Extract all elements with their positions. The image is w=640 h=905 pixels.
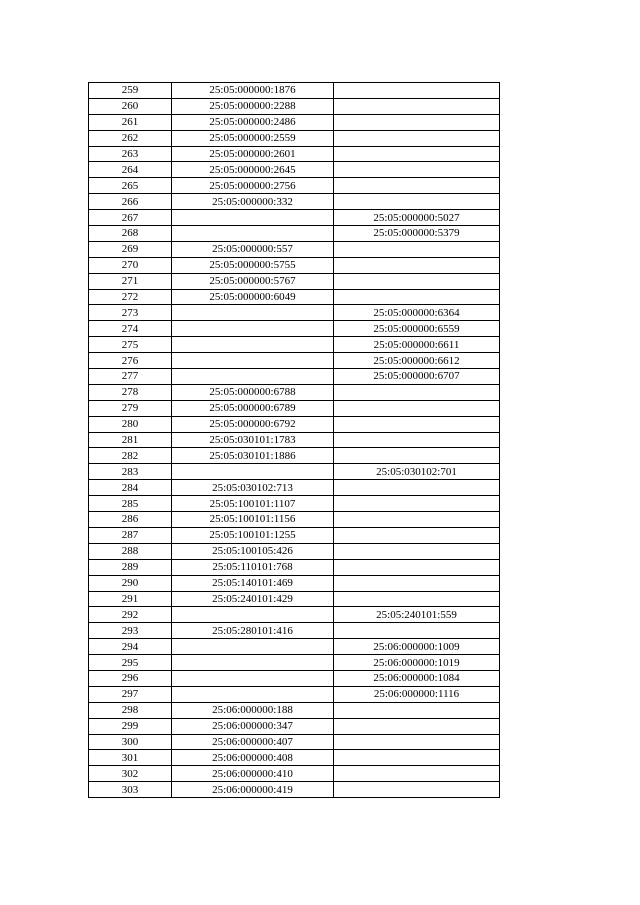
row-number-cell: 269 bbox=[89, 241, 172, 257]
cadastral-number-alt-cell bbox=[334, 416, 500, 432]
cadastral-number-alt-cell bbox=[334, 623, 500, 639]
cadastral-number-cell: 25:05:000000:5755 bbox=[172, 257, 334, 273]
row-number-cell: 302 bbox=[89, 766, 172, 782]
row-number-cell: 291 bbox=[89, 591, 172, 607]
table-row bbox=[89, 146, 500, 162]
cadastral-number-alt-cell bbox=[334, 512, 500, 528]
cadastral-number-alt-cell bbox=[334, 162, 500, 178]
table-row bbox=[89, 114, 500, 130]
row-number-cell: 293 bbox=[89, 623, 172, 639]
cadastral-number-alt-cell: 25:05:240101:559 bbox=[334, 607, 500, 623]
row-number-cell: 286 bbox=[89, 512, 172, 528]
cadastral-number-alt-cell bbox=[334, 448, 500, 464]
row-number-cell: 280 bbox=[89, 416, 172, 432]
cadastral-number-cell bbox=[172, 670, 334, 686]
table-row bbox=[89, 782, 500, 798]
table-row bbox=[89, 607, 500, 623]
cadastral-number-cell: 25:05:030101:1886 bbox=[172, 448, 334, 464]
cadastral-number-alt-cell bbox=[334, 257, 500, 273]
row-number-cell: 294 bbox=[89, 639, 172, 655]
row-number-cell: 260 bbox=[89, 98, 172, 114]
table-row bbox=[89, 273, 500, 289]
cadastral-number-cell bbox=[172, 321, 334, 337]
row-number-cell: 288 bbox=[89, 543, 172, 559]
table-row bbox=[89, 226, 500, 242]
row-number-cell: 270 bbox=[89, 257, 172, 273]
row-number-cell: 282 bbox=[89, 448, 172, 464]
table-row bbox=[89, 543, 500, 559]
cadastral-number-alt-cell: 25:05:030102:701 bbox=[334, 464, 500, 480]
row-number-cell: 264 bbox=[89, 162, 172, 178]
row-number-cell: 283 bbox=[89, 464, 172, 480]
cadastral-number-alt-cell: 25:06:000000:1116 bbox=[334, 686, 500, 702]
cadastral-number-alt-cell bbox=[334, 273, 500, 289]
row-number-cell: 285 bbox=[89, 496, 172, 512]
table-row bbox=[89, 241, 500, 257]
row-number-cell: 284 bbox=[89, 480, 172, 496]
table-row bbox=[89, 575, 500, 591]
table-row bbox=[89, 289, 500, 305]
table-row bbox=[89, 416, 500, 432]
cadastral-number-alt-cell bbox=[334, 527, 500, 543]
cadastral-number-cell: 25:06:000000:408 bbox=[172, 750, 334, 766]
cadastral-number-cell: 25:05:030102:713 bbox=[172, 480, 334, 496]
table-row bbox=[89, 384, 500, 400]
cadastral-number-cell: 25:05:000000:2559 bbox=[172, 130, 334, 146]
table-row bbox=[89, 448, 500, 464]
cadastral-number-cell: 25:05:000000:6049 bbox=[172, 289, 334, 305]
table-row bbox=[89, 194, 500, 210]
cadastral-number-cell bbox=[172, 655, 334, 671]
row-number-cell: 292 bbox=[89, 607, 172, 623]
table-row bbox=[89, 464, 500, 480]
row-number-cell: 263 bbox=[89, 146, 172, 162]
cadastral-table bbox=[88, 82, 500, 798]
cadastral-number-cell: 25:05:030101:1783 bbox=[172, 432, 334, 448]
cadastral-number-alt-cell: 25:05:000000:5027 bbox=[334, 210, 500, 226]
table-row bbox=[89, 305, 500, 321]
cadastral-number-alt-cell: 25:05:000000:6612 bbox=[334, 353, 500, 369]
row-number-cell: 265 bbox=[89, 178, 172, 194]
cadastral-number-alt-cell bbox=[334, 575, 500, 591]
cadastral-number-alt-cell: 25:05:000000:6364 bbox=[334, 305, 500, 321]
cadastral-number-cell: 25:05:000000:2645 bbox=[172, 162, 334, 178]
cadastral-number-cell bbox=[172, 305, 334, 321]
cadastral-number-alt-cell: 25:05:000000:6611 bbox=[334, 337, 500, 353]
row-number-cell: 295 bbox=[89, 655, 172, 671]
row-number-cell: 289 bbox=[89, 559, 172, 575]
cadastral-number-cell: 25:05:000000:2486 bbox=[172, 114, 334, 130]
table-row bbox=[89, 718, 500, 734]
row-number-cell: 281 bbox=[89, 432, 172, 448]
row-number-cell: 297 bbox=[89, 686, 172, 702]
table-row bbox=[89, 432, 500, 448]
row-number-cell: 299 bbox=[89, 718, 172, 734]
cadastral-number-alt-cell: 25:06:000000:1009 bbox=[334, 639, 500, 655]
table-row bbox=[89, 257, 500, 273]
cadastral-number-cell: 25:05:000000:5767 bbox=[172, 273, 334, 289]
row-number-cell: 267 bbox=[89, 210, 172, 226]
table-row bbox=[89, 686, 500, 702]
cadastral-number-cell: 25:05:280101:416 bbox=[172, 623, 334, 639]
cadastral-number-alt-cell bbox=[334, 543, 500, 559]
row-number-cell: 298 bbox=[89, 702, 172, 718]
cadastral-number-cell: 25:05:100101:1156 bbox=[172, 512, 334, 528]
table-row bbox=[89, 337, 500, 353]
table-row bbox=[89, 178, 500, 194]
table-row bbox=[89, 369, 500, 385]
cadastral-number-alt-cell bbox=[334, 114, 500, 130]
cadastral-number-alt-cell bbox=[334, 400, 500, 416]
cadastral-number-cell bbox=[172, 226, 334, 242]
cadastral-number-cell bbox=[172, 353, 334, 369]
cadastral-number-cell: 25:06:000000:188 bbox=[172, 702, 334, 718]
cadastral-number-cell: 25:06:000000:410 bbox=[172, 766, 334, 782]
cadastral-number-cell: 25:05:000000:557 bbox=[172, 241, 334, 257]
cadastral-number-alt-cell bbox=[334, 496, 500, 512]
table-row bbox=[89, 670, 500, 686]
cadastral-number-cell: 25:05:100101:1255 bbox=[172, 527, 334, 543]
row-number-cell: 262 bbox=[89, 130, 172, 146]
cadastral-number-cell: 25:05:100105:426 bbox=[172, 543, 334, 559]
table-row bbox=[89, 623, 500, 639]
cadastral-number-alt-cell bbox=[334, 83, 500, 99]
cadastral-number-alt-cell bbox=[334, 146, 500, 162]
table-row bbox=[89, 83, 500, 99]
row-number-cell: 296 bbox=[89, 670, 172, 686]
cadastral-number-cell: 25:05:000000:1876 bbox=[172, 83, 334, 99]
cadastral-number-cell bbox=[172, 210, 334, 226]
cadastral-number-cell bbox=[172, 369, 334, 385]
cadastral-number-alt-cell bbox=[334, 289, 500, 305]
cadastral-number-cell: 25:05:240101:429 bbox=[172, 591, 334, 607]
cadastral-number-cell: 25:05:140101:469 bbox=[172, 575, 334, 591]
row-number-cell: 300 bbox=[89, 734, 172, 750]
cadastral-number-alt-cell bbox=[334, 591, 500, 607]
table-row bbox=[89, 496, 500, 512]
row-number-cell: 274 bbox=[89, 321, 172, 337]
table-row bbox=[89, 210, 500, 226]
cadastral-number-cell: 25:05:000000:2601 bbox=[172, 146, 334, 162]
row-number-cell: 276 bbox=[89, 353, 172, 369]
cadastral-number-alt-cell bbox=[334, 241, 500, 257]
row-number-cell: 266 bbox=[89, 194, 172, 210]
cadastral-number-cell bbox=[172, 464, 334, 480]
row-number-cell: 279 bbox=[89, 400, 172, 416]
cadastral-number-cell: 25:05:000000:332 bbox=[172, 194, 334, 210]
cadastral-number-alt-cell bbox=[334, 766, 500, 782]
row-number-cell: 290 bbox=[89, 575, 172, 591]
cadastral-number-cell: 25:06:000000:407 bbox=[172, 734, 334, 750]
table-row bbox=[89, 98, 500, 114]
table-row bbox=[89, 591, 500, 607]
table-row bbox=[89, 655, 500, 671]
table-body bbox=[89, 83, 500, 798]
table-row bbox=[89, 130, 500, 146]
cadastral-number-alt-cell: 25:06:000000:1084 bbox=[334, 670, 500, 686]
table-row bbox=[89, 734, 500, 750]
table-row bbox=[89, 162, 500, 178]
row-number-cell: 275 bbox=[89, 337, 172, 353]
row-number-cell: 268 bbox=[89, 226, 172, 242]
cadastral-number-alt-cell: 25:06:000000:1019 bbox=[334, 655, 500, 671]
cadastral-number-cell: 25:05:000000:6792 bbox=[172, 416, 334, 432]
table-row bbox=[89, 512, 500, 528]
row-number-cell: 278 bbox=[89, 384, 172, 400]
row-number-cell: 277 bbox=[89, 369, 172, 385]
cadastral-number-cell: 25:05:000000:2288 bbox=[172, 98, 334, 114]
cadastral-number-alt-cell: 25:05:000000:6559 bbox=[334, 321, 500, 337]
row-number-cell: 303 bbox=[89, 782, 172, 798]
cadastral-number-alt-cell: 25:05:000000:5379 bbox=[334, 226, 500, 242]
cadastral-number-cell bbox=[172, 686, 334, 702]
cadastral-number-alt-cell bbox=[334, 432, 500, 448]
cadastral-number-cell: 25:05:000000:6789 bbox=[172, 400, 334, 416]
cadastral-number-cell: 25:05:000000:6788 bbox=[172, 384, 334, 400]
table-row bbox=[89, 702, 500, 718]
cadastral-number-alt-cell bbox=[334, 702, 500, 718]
cadastral-number-cell bbox=[172, 639, 334, 655]
cadastral-number-cell: 25:05:000000:2756 bbox=[172, 178, 334, 194]
table-row bbox=[89, 639, 500, 655]
cadastral-number-alt-cell bbox=[334, 718, 500, 734]
cadastral-number-cell: 25:06:000000:347 bbox=[172, 718, 334, 734]
cadastral-number-alt-cell bbox=[334, 750, 500, 766]
cadastral-number-cell bbox=[172, 607, 334, 623]
cadastral-number-cell: 25:06:000000:419 bbox=[172, 782, 334, 798]
cadastral-number-alt-cell bbox=[334, 194, 500, 210]
cadastral-number-alt-cell bbox=[334, 734, 500, 750]
table-row bbox=[89, 480, 500, 496]
table-row bbox=[89, 353, 500, 369]
table-row bbox=[89, 527, 500, 543]
table-row bbox=[89, 559, 500, 575]
row-number-cell: 287 bbox=[89, 527, 172, 543]
row-number-cell: 273 bbox=[89, 305, 172, 321]
cadastral-number-alt-cell bbox=[334, 782, 500, 798]
row-number-cell: 271 bbox=[89, 273, 172, 289]
row-number-cell: 261 bbox=[89, 114, 172, 130]
cadastral-number-alt-cell: 25:05:000000:6707 bbox=[334, 369, 500, 385]
cadastral-number-alt-cell bbox=[334, 98, 500, 114]
cadastral-number-alt-cell bbox=[334, 130, 500, 146]
cadastral-number-cell: 25:05:110101:768 bbox=[172, 559, 334, 575]
cadastral-number-alt-cell bbox=[334, 384, 500, 400]
cadastral-number-alt-cell bbox=[334, 559, 500, 575]
cadastral-number-alt-cell bbox=[334, 178, 500, 194]
table-row bbox=[89, 400, 500, 416]
row-number-cell: 259 bbox=[89, 83, 172, 99]
row-number-cell: 301 bbox=[89, 750, 172, 766]
table-row bbox=[89, 750, 500, 766]
cadastral-number-cell: 25:05:100101:1107 bbox=[172, 496, 334, 512]
row-number-cell: 272 bbox=[89, 289, 172, 305]
cadastral-number-alt-cell bbox=[334, 480, 500, 496]
table-row bbox=[89, 321, 500, 337]
cadastral-number-cell bbox=[172, 337, 334, 353]
table-row bbox=[89, 766, 500, 782]
